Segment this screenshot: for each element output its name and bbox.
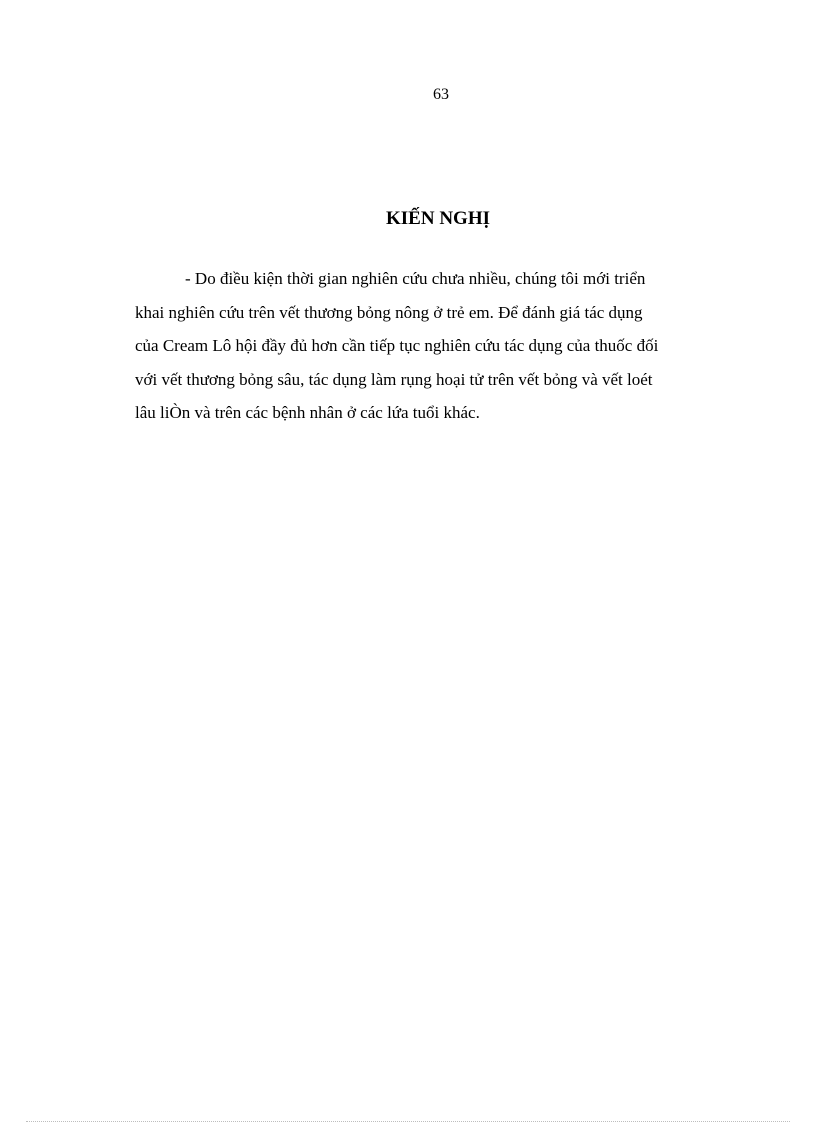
paragraph-line: - Do điều kiện thời gian nghiên cứu chưa nhiều, chúng tôi mới triển — [185, 269, 646, 288]
recommendation-paragraph — [135, 262, 735, 430]
paragraph-line: của Cream Lô hội đầy đủ hơn cần tiếp tục nghiên cứu tác dụng của thuốc đối — [135, 336, 659, 355]
page-number: 63 — [433, 86, 449, 103]
section-heading: KIẾN NGHỊ — [386, 208, 490, 229]
page-bottom-divider — [26, 1121, 790, 1122]
paragraph-line: khai nghiên cứu trên vết thương bỏng nông ở trẻ em. Để đánh giá tác dụng — [135, 302, 643, 322]
paragraph-line: với vết thương bỏng sâu, tác dụng làm rụng hoại tử trên vết bỏng và vết loét — [135, 369, 653, 389]
paragraph-line: lâu liÒn và trên các bệnh nhân ở các lứa tuổi khác. — [135, 403, 480, 422]
